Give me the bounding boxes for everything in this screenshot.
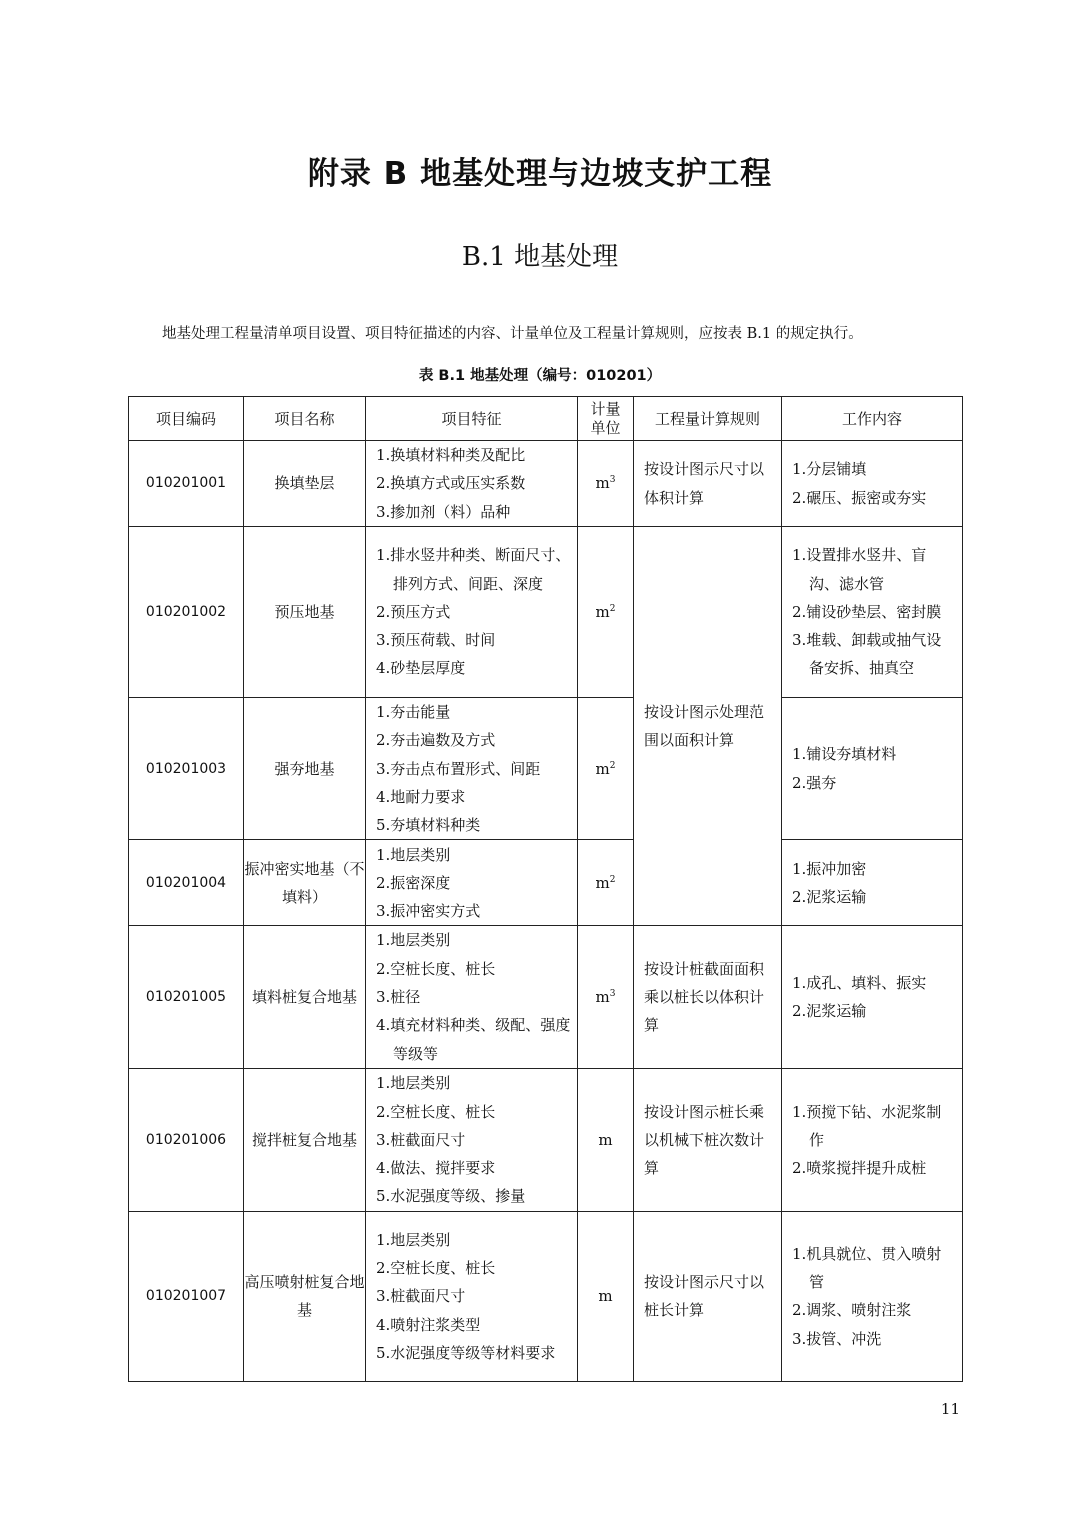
item-work: [782, 926, 963, 1068]
item-name: 强夯地基: [244, 698, 366, 840]
item-unit: $m^3$: [578, 926, 634, 1068]
item-code: 010201004: [129, 840, 244, 926]
item-name: 搅拌桩复合地基: [244, 1068, 366, 1211]
table-row: [129, 1068, 963, 1211]
feature-line: 2.空桩长度、桩长: [376, 1259, 496, 1278]
feature-line: 3.预压荷载、时间: [376, 631, 496, 650]
feature-line: 4.砂垫层厚度: [376, 659, 466, 678]
item-unit: m: [578, 1068, 634, 1211]
work-line: 2.强夯: [792, 773, 837, 792]
item-work: [782, 698, 963, 840]
item-name: 高压喷射桩复合地基: [244, 1211, 366, 1381]
header-unit-line-1: 计量: [590, 399, 621, 418]
item-rule: 按设计图示处理范围以面积计算: [634, 527, 782, 926]
page-number: 11: [940, 1400, 960, 1418]
table-row: [129, 441, 963, 527]
feature-line: 3.夯击点布置形式、间距: [376, 759, 541, 778]
feature-line: 5.水泥强度等级等材料要求: [376, 1343, 556, 1362]
feature-line: 4.地耐力要求: [376, 787, 466, 806]
header-code: 项目编码: [129, 397, 244, 441]
feature-line: 1.地层类别: [376, 1074, 451, 1093]
work-line: 2.泥浆运输: [792, 887, 867, 906]
work-line: 2.铺设砂垫层、密封膜: [792, 602, 942, 621]
item-unit: m: [578, 1211, 634, 1381]
feature-line: 2.空桩长度、桩长: [376, 1102, 496, 1121]
item-features: [366, 698, 578, 840]
intro-paragraph: 地基处理工程量清单项目设置、项目特征描述的内容、计量单位及工程量计算规则，应按表 B.1 的规定执行。: [162, 326, 863, 342]
item-unit: $m^3$: [578, 441, 634, 527]
item-name: 振冲密实地基（不填料）: [244, 840, 366, 926]
feature-line: 2.振密深度: [376, 873, 451, 892]
feature-line: 1.换填材料种类及配比: [376, 446, 526, 465]
feature-line: 2.夯击遍数及方式: [376, 731, 496, 750]
work-line: 1.分层铺填: [792, 460, 867, 479]
feature-line: 4.做法、搅拌要求: [376, 1159, 496, 1178]
item-features: [366, 527, 578, 698]
work-line: 1.振冲加密: [792, 859, 867, 878]
item-features: [366, 1211, 578, 1381]
work-line: 2.调浆、喷射注浆: [792, 1301, 912, 1320]
table-row: [129, 926, 963, 1068]
item-work: [782, 840, 963, 926]
feature-line: 1.排水竖井种类、断面尺寸、排列方式、间距、深度: [376, 546, 571, 593]
item-work: [782, 441, 963, 527]
table-caption: 表 B.1 地基处理（编号：010201）: [418, 368, 662, 384]
item-name: 填料桩复合地基: [244, 926, 366, 1068]
header-features: 项目特征: [366, 397, 578, 441]
table-row: [129, 527, 963, 698]
item-features: [366, 840, 578, 926]
section-title: B.1 地基处理: [461, 242, 619, 272]
table-header-row: [129, 397, 963, 441]
feature-line: 5.水泥强度等级、掺量: [376, 1187, 526, 1206]
item-work: [782, 527, 963, 698]
item-code: 010201002: [129, 527, 244, 698]
feature-line: 3.桩截面尺寸: [376, 1287, 466, 1306]
item-code: 010201003: [129, 698, 244, 840]
feature-line: 3.振冲密实方式: [376, 902, 481, 921]
item-rule: 按设计图示尺寸以体积计算: [634, 441, 782, 527]
feature-line: 1.地层类别: [376, 931, 451, 950]
item-work: [782, 1211, 963, 1381]
feature-line: 1.夯击能量: [376, 703, 451, 721]
item-unit: $m^2$: [578, 527, 634, 698]
feature-line: 2.空桩长度、桩长: [376, 959, 496, 978]
item-features: [366, 926, 578, 1068]
work-line: 1.成孔、填料、振实: [792, 973, 927, 992]
item-code: 010201001: [129, 441, 244, 527]
work-line: 3.拔管、冲洗: [792, 1329, 882, 1348]
feature-line: 2.换填方式或压实系数: [376, 474, 526, 493]
item-unit: $m^2$: [578, 840, 634, 926]
item-features: [366, 441, 578, 527]
work-line: 3.堆载、卸载或抽气设备安拆、抽真空: [792, 631, 942, 678]
foundation-treatment-table: [128, 396, 963, 1382]
item-name: 预压地基: [244, 527, 366, 698]
work-line: 2.喷浆搅拌提升成桩: [792, 1159, 927, 1178]
item-unit: $m^2$: [578, 698, 634, 840]
item-code: 010201006: [129, 1068, 244, 1211]
feature-line: 3.桩截面尺寸: [376, 1130, 466, 1149]
item-rule: 按设计图示尺寸以桩长计算: [634, 1211, 782, 1381]
work-line: 1.预搅下钻、水泥浆制作: [792, 1102, 942, 1149]
table-row: [129, 840, 963, 926]
feature-line: 2.预压方式: [376, 602, 451, 621]
header-unit: [578, 397, 634, 441]
item-code: 010201007: [129, 1211, 244, 1381]
item-name: 换填垫层: [244, 441, 366, 527]
feature-line: 1.地层类别: [376, 845, 451, 864]
item-rule: 按设计桩截面面积乘以桩长以体积计算: [634, 926, 782, 1068]
work-line: 1.设置排水竖井、盲沟、滤水管: [792, 546, 927, 593]
feature-line: 4.填充材料种类、级配、强度等级等: [376, 1016, 571, 1063]
item-code: 010201005: [129, 926, 244, 1068]
table-row: [129, 698, 963, 840]
header-name: 项目名称: [244, 397, 366, 441]
feature-line: 3.桩径: [376, 988, 421, 1007]
item-work: [782, 1068, 963, 1211]
appendix-title: 附录 B 地基处理与边坡支护工程: [307, 156, 773, 192]
header-unit-line-2: 单位: [590, 418, 621, 437]
feature-line: 4.喷射注浆类型: [376, 1315, 481, 1334]
work-line: 1.铺设夯填材料: [792, 745, 897, 764]
item-features: [366, 1068, 578, 1211]
feature-line: 3.掺加剂（料）品种: [376, 502, 511, 521]
item-rule: 按设计图示桩长乘以机械下桩次数计算: [634, 1068, 782, 1211]
work-line: 1.机具就位、贯入喷射管: [792, 1244, 942, 1292]
table-row: [129, 1211, 963, 1381]
feature-line: 5.夯填材料种类: [376, 816, 481, 835]
header-rule: 工程量计算规则: [634, 397, 782, 441]
feature-line: 1.地层类别: [376, 1230, 451, 1249]
work-line: 2.碾压、振密或夯实: [792, 488, 927, 507]
header-work: 工作内容: [782, 397, 963, 441]
work-line: 2.泥浆运输: [792, 1002, 867, 1021]
